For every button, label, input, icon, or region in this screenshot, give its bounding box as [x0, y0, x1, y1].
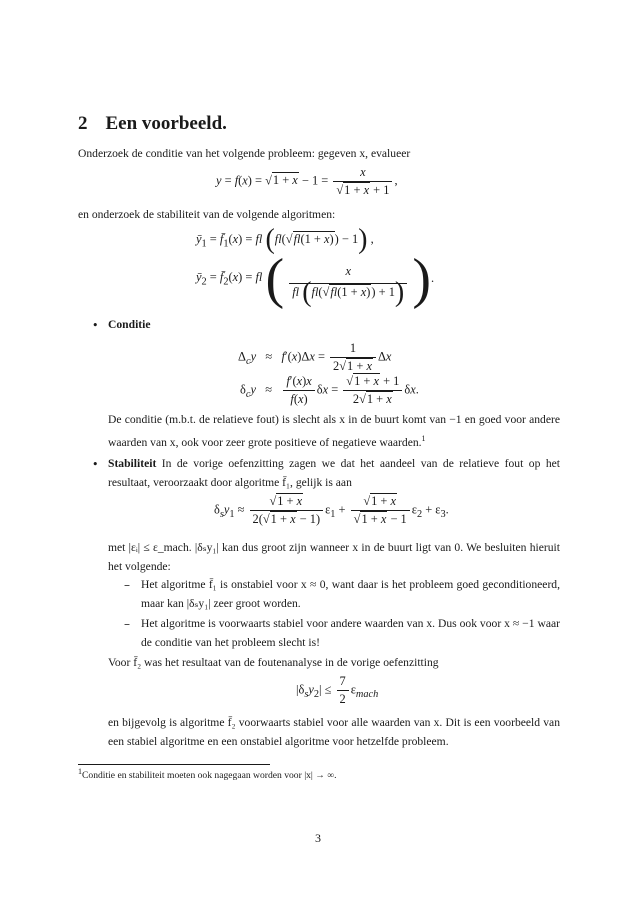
page-number: 3	[315, 831, 321, 845]
bullet-stability: •	[92, 458, 99, 471]
footnote	[78, 767, 336, 781]
footnote-number: 1	[78, 767, 82, 776]
footnote-text: Conditie en stabiliteit moeten ook nagegaan worden voor |x| → ∞.	[82, 770, 337, 782]
dash-1: –	[124, 578, 130, 592]
algorithm-2-equation: $ȳ_2$ = $f̄_2(x)$ = fl ( $\frac{x}{fl (fl(√fl(1 + x)) + 1)}$ ).	[196, 248, 435, 310]
conclusion-text: en bijgevolg is algoritme f̄₂ voorwaarts stabiel voor alle waarden van x. Dit is een voorbeeld van een stabiel algoritme en een onstabiel algoritme voor hetzelfde probleem.	[108, 716, 560, 748]
algorithm-1-equation: $ȳ_1$ = $f̄_1(x)$ = fl (fl(√fl(1 + x)) − 1) ,	[196, 224, 374, 256]
dash-2: –	[124, 617, 130, 631]
stability-intro: en onderzoek de stabiliteit van de volgende algoritmen:	[78, 208, 336, 221]
f2-equation: $|\delta_sy_2|$ ≤ $\frac{7}{2}$ $\varepsilon_{mach}$	[296, 674, 379, 706]
condition-text	[108, 410, 560, 452]
condition-label: Conditie	[108, 318, 151, 331]
section-heading	[78, 113, 227, 135]
condition-body: De conditie (m.b.t. de relatieve fout) is slecht als x in de buurt komt van −1 en goed voor andere waarden van x, ook voor zeer grote positieve of negatieve waarden.	[108, 413, 560, 449]
stability-after: met |εᵢ| ≤ ε_mach. |δₛy₁| kan dus groot zijn wanneer x in de buurt ligt van 0. We besluiten hieruit het volgende:	[108, 541, 560, 573]
condition-eq-1: $\Delta_cy \approx f'(x)\Delta x$ = $\frac{1}{2√1 + x}$ Δx	[238, 341, 392, 373]
section-number: 2	[78, 113, 88, 134]
stability-item-2: Het algoritme is voorwaarts stabiel voor andere waarden van x. Dus ook voor x ≈ −1 waar de conditie van het probleem slecht is!	[141, 617, 560, 649]
stability-label: Stabiliteit	[108, 457, 157, 470]
problem-equation: y = f(x) = √1 + x − 1 = $\frac{x}{√1 + x + 1}$ ,	[216, 165, 398, 197]
bullet-condition: •	[92, 319, 99, 332]
footnote-rule	[78, 764, 270, 765]
stability-paragraph	[108, 454, 560, 492]
condition-eq-2: $\delta_cy$ ≈ $\frac{f'(x)x}{f(x)}$ δx = $\frac{√1 + x + 1}{2√1 + x}$ δx.	[240, 374, 419, 406]
stability-body: In de vorige oefenzitting zagen we dat het aandeel van de relatieve fout op het resultaat, veroorzaakt door algoritme f̄₁, gelijk is aan	[108, 457, 560, 489]
f2-text: Voor f̄₂ was het resultaat van de foutenanalyse in de vorige oefenzitting	[108, 656, 439, 669]
stability-equation: $\delta_sy_1$ ≈ $\frac{√1 + x}{2(√1 + x - 1)}$ $\varepsilon_1$ + $\frac{√1 + x}{√1 + x - 1}$ $\varepsilon_2 + \varepsilon_3$.	[214, 494, 449, 526]
intro-paragraph: Onderzoek de conditie van het volgende probleem: gegeven x, evalueer	[78, 147, 411, 160]
stability-item-1: Het algoritme f̄₁ is onstabiel voor x ≈ 0, want daar is het probleem goed geconditioneerd, maar kan |δₛy₁| zeer groot worden.	[141, 578, 560, 610]
section-title: Een voorbeeld.	[105, 113, 227, 134]
footnote-marker: 1	[421, 434, 426, 443]
